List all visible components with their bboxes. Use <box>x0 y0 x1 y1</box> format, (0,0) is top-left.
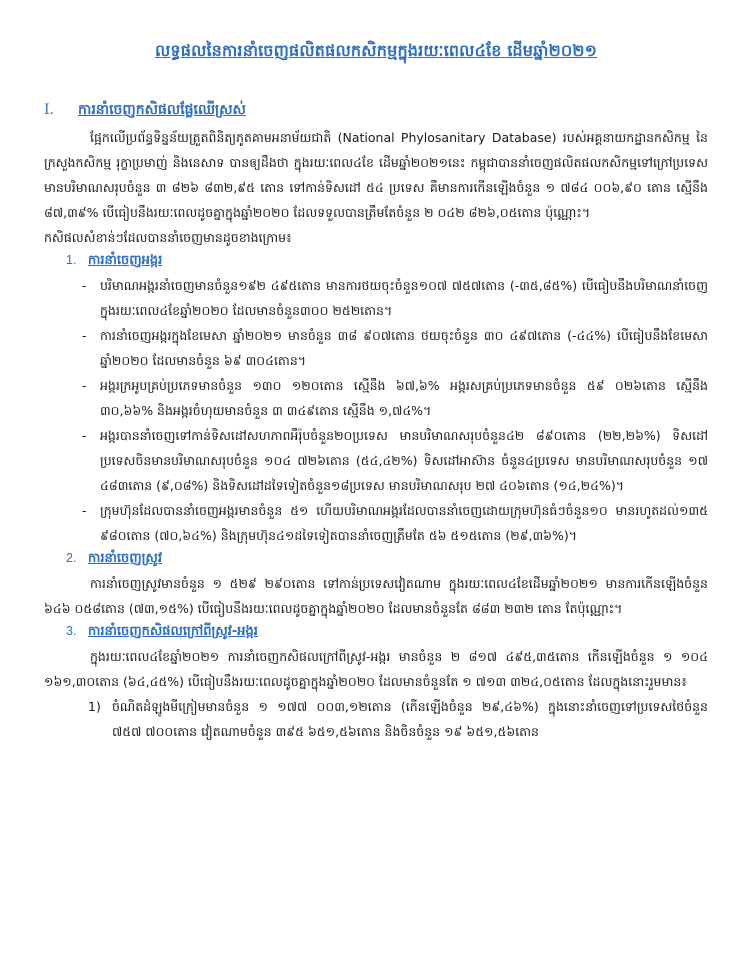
list-item-text: ការនាំចេញអង្ករក្នុងខែមេសា ឆ្នាំ២០២១ មានចំនួន ៣៨ ៩០៧តោន ថយចុះចំនួន ៣០ ៤៩៧តោន (-៤៤%) បើធៀបនឹងខែមេសា ឆ្នាំ២០២០ ដែលមានចំនួន ៦៩ ៣០៤តោន។ <box>100 328 708 368</box>
other-crops-paragraph: ក្នុងរយៈពេល៤ខែឆ្នាំ២០២១ ការនាំចេញកសិផលក្រៅពីស្រូវ-អង្ករ មានចំនួន ២ ៨១៧ ៤៩៥,៣៥តោន កើនឡើងចំនួន ១ ១០៤ ១៦១,៣០តោន (៦៤,៤៥%) បើធៀបនឹងរយៈពេលដូចគ្នាក្នុងឆ្នាំ២០២០ ដែលមានចំនួនតែ ១ ៧១៣ ៣២៤,០៥តោន ដែលក្នុងនោះរួមមាន៖ <box>44 649 708 689</box>
list-item-text: អង្ករបាននាំចេញទៅកាន់ទិសដៅសហភាពអឺរ៉ុបចំនួន២០ប្រទេស មានបរិមាណសរុបចំនួន៤២ ៨៩០តោន (២២,២៦%) ទិសដៅប្រទេសចិនមានបរិមាណសរុបចំនួន ១០៤ ៧២៦តោន (៥៤,៤២%) ទិសដៅអាស៊ាន ចំនួន៤ប្រទេស មានបរិមាណសរុបចំនួន ១៧ ៤៨៣តោន (៩,០៨%) និងទិសដៅដទៃទៀតចំនួន១៨ប្រទេស មានបរិមាណសរុប ២៧ ៤០៦តោន (១៤,២៤%)។ <box>100 428 708 493</box>
rice-bullet-list <box>44 273 708 548</box>
subsection-paddy-header <box>66 550 708 569</box>
list-item <box>82 498 708 548</box>
list-item <box>82 423 708 498</box>
paddy-paragraph: ការនាំចេញស្រូវមានចំនួន ១ ៥២៩ ២៩០តោន ទៅកាន់ប្រទេសវៀតណាម ក្នុងរយៈពេល៤ខែដើមឆ្នាំ២០២១ មានការកើនឡើងចំនួន ៦៤៦ ០៥៨តោន (៧៣,១៥%) បើធៀបនឹងរយៈពេលដូចគ្នាក្នុងឆ្នាំ២០២០ ដែលមានចំនួនតែ ៨៨៣ ២៣២ តោន តែប៉ុណ្ណោះ។ <box>44 576 708 616</box>
lead-sentence: កសិផលសំខាន់ៗដែលបាននាំចេញមានដូចខាងក្រោម៖ <box>44 230 292 245</box>
dash-bullet: - <box>82 378 87 393</box>
subsection-title: ការនាំចេញស្រូវ <box>88 551 163 566</box>
section-title: ការនាំចេញកសិផលផ្លែឈើស្រស់ <box>78 102 246 118</box>
document-title: លទ្ធផលនៃការនាំចេញផលិតផលកសិកម្មក្នុងរយៈពេល៤ខែ ដើមឆ្នាំ២០២១ <box>154 41 598 60</box>
subsection-number: 3. <box>66 624 77 638</box>
dash-bullet: - <box>82 328 87 343</box>
subsection-number: 2. <box>66 551 77 565</box>
dash-bullet: - <box>82 428 87 443</box>
subsection-number: 1. <box>66 253 77 267</box>
list-item <box>82 373 708 423</box>
dash-bullet: - <box>82 503 87 518</box>
intro-paragraph: ផ្អែកលើប្រព័ន្ធទិន្នន័យត្រួតពិនិត្យភូតគាមអនាម័យជាតិ (National Phylosanitary Database) របស់អគ្គនាយកដ្ឋានកសិកម្ម នៃក្រសួងកសិកម្ម រុក្ខាប្រមាញ់ និងនេសាទ បានឲ្យដឹងថា ក្នុងរយៈពេល៤ខែ ដើមឆ្នាំ២០២១នេះ កម្ពុជាបាននាំចេញផលិតផលកសិកម្មទៅក្រៅប្រទេស មានបរិមាណសរុបចំនួន ៣ ៨២៦ ៨៣២,៩៥ តោន ទៅកាន់ទិសដៅ ៥៤ ប្រទេស គឺមានការកើនឡើងចំនួន ១ ៧៨៤ ០០៦,៩០ តោន ស្មើនឹង ៨៧,៣៩% បើធៀបនឹងរយៈពេលដូចគ្នាក្នុងឆ្នាំ២០២០ ដែលទទួលបានត្រឹមតែចំនួន ២ ០៤២ ៨២៦,០៥តោន ប៉ុណ្ណោះ។ <box>44 130 708 220</box>
section-number: I. <box>44 102 54 118</box>
section-header <box>44 100 708 121</box>
subsection-other-crops-header <box>66 623 708 642</box>
subsection-title: ការនាំចេញអង្ករ <box>88 253 163 268</box>
subsection-title: ការនាំចេញកសិផលក្រៅពីស្រូវ-អង្ករ <box>88 624 258 639</box>
numbered-list-item <box>88 694 708 744</box>
item-text: ចំណិតដំឡូងមីក្រៀមមានចំនួន ១ ១៧៧ ០០៣,១២តោន (កើនឡើងចំនួន ២៩,៤៦%) ក្នុងនោះនាំចេញទៅប្រទេសថៃចំនួន ៧៥៧ ៧០០តោន វៀតណាមចំនួន ៣៩៥ ៦៥១,៥៦តោន និងចិនចំនួន ១៩ ៦៥១,៥៦តោន <box>112 699 708 739</box>
list-item-text: បរិមាណអង្ករនាំចេញមានចំនួន១៩២ ៤៩៥តោន មានការថយចុះចំនួន១០៧ ៧៥៧តោន (-៣៥,៨៥%) បើធៀបនឹងបរិមាណនាំចេញក្នុងរយៈពេល៤ខែឆ្នាំ២០២០ ដែលមានចំនួន៣០០ ២៥២តោន។ <box>100 278 708 318</box>
item-number: 1) <box>88 699 101 714</box>
list-item-text: អង្ករក្រអូបគ្រប់ប្រភេទមានចំនួន ១៣០ ១២០តោន ស្មើនឹង ៦៧,៦% អង្ករសគ្រប់ប្រភេទមានចំនួន ៥៩ ០២៦តោន ស្មើនឹង ៣០,៦៦% និងអង្ករចំហុយមានចំនួន ៣ ៣៤៩តោន ស្មើនឹង ១,៧៤%។ <box>100 378 708 418</box>
dash-bullet: - <box>82 278 87 293</box>
list-item <box>82 273 708 323</box>
subsection-rice-header <box>66 252 708 271</box>
list-item-text: ក្រុមហ៊ុនដែលបាននាំចេញអង្ករមានចំនួន ៥១ ហើយបរិមាណអង្ករដែលបាននាំចេញដោយក្រុមហ៊ុនធំៗចំនួន១០ មានរហូតដល់១៣៥ ៩៨០តោន (៧០,៦៤%) និងក្រុមហ៊ុន៤១ដទៃទៀតបាននាំចេញត្រឹមតែ ៥៦ ៥១៥តោន (២៩,៣៦%)។ <box>100 503 708 543</box>
list-item <box>82 323 708 373</box>
